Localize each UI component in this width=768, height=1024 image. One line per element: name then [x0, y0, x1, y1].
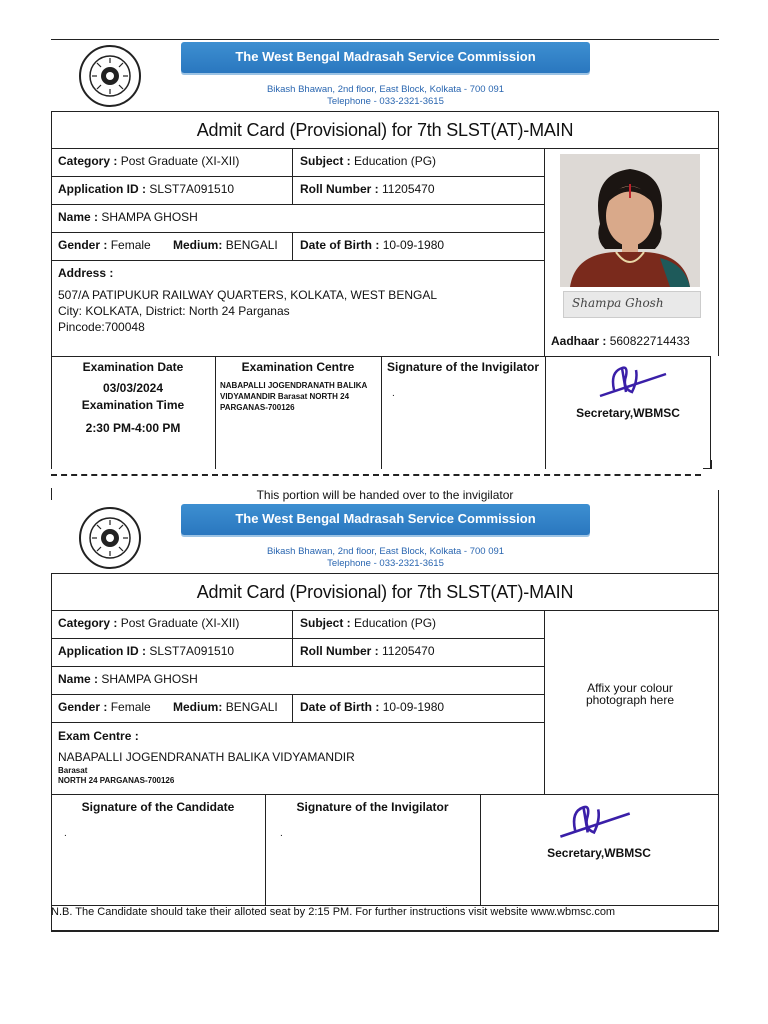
exam-col-line — [710, 356, 711, 469]
address-line: Bikash Bhawan, 2nd floor, East Block, Kolkata - 700 091 — [266, 84, 505, 95]
mid-col-line — [292, 148, 293, 204]
row-line — [51, 260, 545, 261]
address-line-1: 507/A PATIPUKUR RAILWAY QUARTERS, KOLKATA, WEST BENGAL — [58, 288, 437, 302]
dob-field-lower: Date of Birth : 10-09-1980 — [300, 700, 445, 714]
admit-card-title-lower: Admit Card (Provisional) for 7th SLST(AT)-MAIN — [196, 582, 574, 602]
sig-table-top — [51, 794, 719, 795]
mid-col-line — [292, 610, 293, 666]
row-line — [51, 638, 545, 639]
aadhaar-field: Aadhaar : 560822714433 — [551, 334, 690, 348]
name-field-lower: Name : SHAMPA GHOSH — [58, 672, 198, 686]
exam-centre-line2: Barasat — [58, 766, 88, 775]
org-banner-lower — [181, 504, 590, 535]
footer-note: N.B. The Candidate should take their alloted seat by 2:15 PM. For further instructions visit website www.wbmsc.com — [51, 906, 616, 918]
medium-field-lower: Medium: BENGALI — [173, 700, 278, 714]
invigilator-sig-dot-lower: . — [280, 828, 283, 839]
invigilator-dot: . — [392, 388, 395, 399]
admit-card-title: Admit Card (Provisional) for 7th SLST(AT)-MAIN — [196, 120, 574, 140]
row-line — [51, 176, 545, 177]
corner-mark — [703, 460, 712, 469]
cut-line — [51, 474, 701, 476]
telephone-line-lower: Telephone - 033-2321-3615 — [327, 558, 444, 569]
roll-number-field: Roll Number : 11205470 — [300, 182, 435, 196]
mid-col-line — [292, 232, 293, 260]
exam-centre-value: NABAPALLI JOGENDRANATH BALIKA VIDYAMANDIR Barasat NORTH 24 PARGANAS-700126 — [220, 381, 367, 412]
address-line-2: City: KOLKATA, District: North 24 Parganas — [58, 304, 290, 318]
photo-signature-box — [563, 291, 701, 318]
lower-frame-left — [51, 573, 52, 930]
frame-left — [51, 111, 52, 469]
name-field: Name : SHAMPA GHOSH — [58, 210, 198, 224]
exam-date-value: 03/03/2024 — [102, 381, 164, 395]
lower-frame-top — [51, 573, 719, 574]
org-name-lower: The West Bengal Madrasah Service Commission — [235, 511, 536, 526]
secretary-label: Secretary,WBMSC — [576, 406, 680, 420]
exam-centre-header: Examination Centre — [241, 360, 355, 374]
gender-field-lower: Gender : Female — [58, 700, 151, 714]
row-line — [51, 694, 545, 695]
photo-placeholder: Affix your colour photograph here — [585, 681, 675, 707]
invigilator-sig-header-lower: Signature of the Invigilator — [296, 800, 449, 814]
photo-col-line — [544, 148, 545, 356]
photo-col-line — [544, 610, 545, 794]
address-line-3: Pincode:700048 — [58, 320, 145, 334]
category-field: Category : Post Graduate (XI-XII) — [58, 154, 240, 168]
address-label: Address : — [58, 266, 114, 280]
secretary-signature-lower — [552, 800, 636, 846]
secretary-label-lower: Secretary,WBMSC — [547, 846, 651, 860]
secretary-signature — [592, 362, 672, 404]
subject-field-lower: Subject : Education (PG) — [300, 616, 437, 630]
org-banner — [181, 42, 590, 73]
candidate-photo — [560, 154, 700, 287]
row-line — [51, 204, 545, 205]
category-field-lower: Category : Post Graduate (XI-XII) — [58, 616, 240, 630]
row-line — [51, 666, 545, 667]
wbmsc-seal-logo-lower — [78, 506, 142, 570]
candidate-sig-header: Signature of the Candidate — [81, 800, 235, 814]
top-border — [51, 39, 719, 40]
application-id-field: Application ID : SLST7A091510 — [58, 182, 235, 196]
roll-number-field-lower: Roll Number : 11205470 — [300, 644, 435, 658]
gender-field: Gender : Female — [58, 238, 151, 252]
invigilator-sig-header: Signature of the Invigilator — [386, 360, 539, 374]
photo-signature: Shampa Ghosh — [572, 296, 664, 310]
wbmsc-seal-logo — [78, 44, 142, 108]
candidate-sig-dot: . — [64, 828, 67, 839]
exam-time-label: Examination Time — [81, 398, 185, 412]
address-line-lower: Bikash Bhawan, 2nd floor, East Block, Kolkata - 700 091 — [266, 546, 505, 557]
medium-field: Medium: BENGALI — [173, 238, 278, 252]
frame-top — [51, 111, 719, 112]
lower-title-bottom — [51, 610, 719, 611]
org-name: The West Bengal Madrasah Service Commission — [235, 49, 536, 64]
telephone-line: Telephone - 033-2321-3615 — [327, 96, 444, 107]
row-line — [51, 232, 545, 233]
dob-field: Date of Birth : 10-09-1980 — [300, 238, 445, 252]
lower-frame-right — [718, 490, 719, 930]
row-line — [51, 722, 545, 723]
divider-note: This portion will be handed over to the invigilator — [256, 488, 514, 502]
exam-centre-label: Exam Centre : — [58, 729, 139, 743]
org-address-lower — [181, 546, 590, 570]
title-bottom — [51, 148, 719, 149]
footer-bottom-line — [51, 930, 719, 932]
subject-field: Subject : Education (PG) — [300, 154, 437, 168]
exam-centre-name: NABAPALLI JOGENDRANATH BALIKA VIDYAMANDIR — [58, 750, 355, 764]
application-id-field-lower: Application ID : SLST7A091510 — [58, 644, 235, 658]
org-address — [181, 84, 590, 108]
mid-col-line — [292, 694, 293, 722]
exam-date-header: Examination Date — [82, 360, 184, 374]
exam-time-value: 2:30 PM-4:00 PM — [85, 421, 181, 435]
exam-centre-line3: NORTH 24 PARGANAS-700126 — [58, 776, 175, 785]
